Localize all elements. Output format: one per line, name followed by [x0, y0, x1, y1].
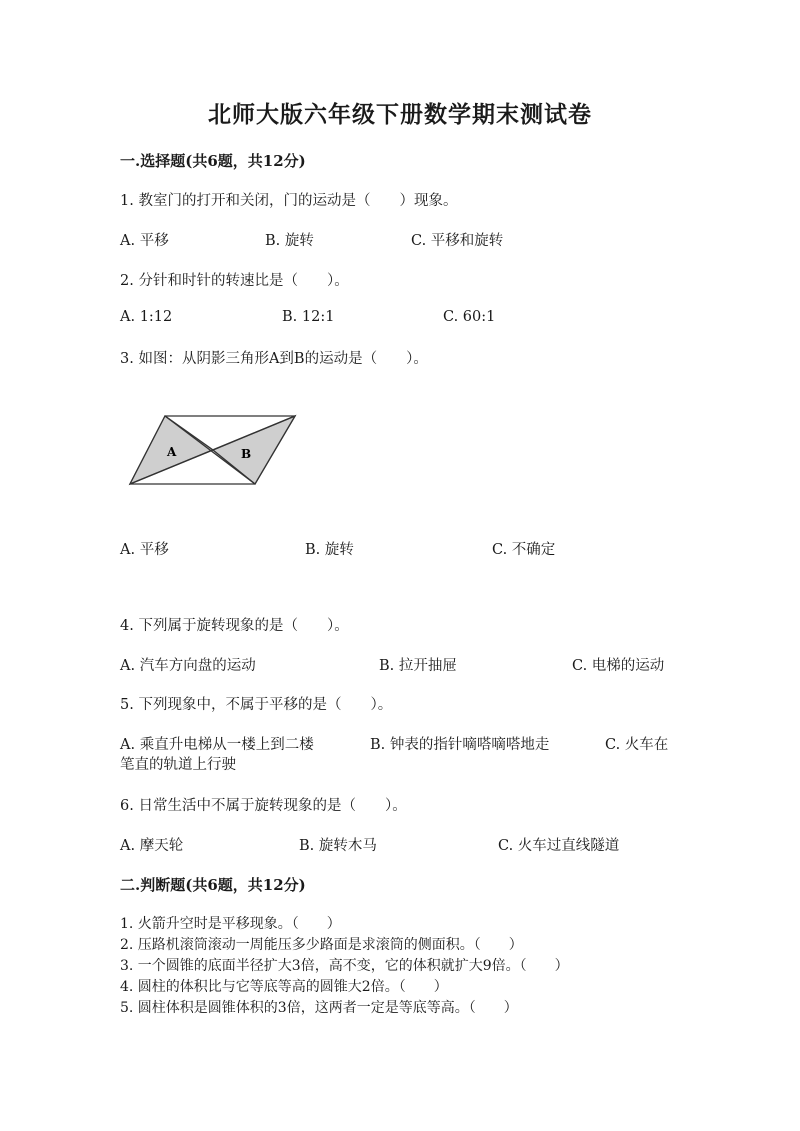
question-1: 1. 教室门的打开和关闭，门的运动是（ ）现象。: [120, 193, 458, 209]
q5-option-b: B. 钟表的指针嘀嗒嘀嗒地走: [370, 737, 550, 753]
q4-option-c: C. 电梯的运动: [572, 658, 665, 674]
question-6: 6. 日常生活中不属于旋转现象的是（ ）。: [120, 798, 407, 814]
question-3: 3. 如图：从阴影三角形A到B的运动是（ ）。: [120, 351, 428, 367]
q5-option-c: C. 火车在: [605, 737, 669, 753]
q3-option-b: B. 旋转: [305, 542, 354, 558]
parallelogram-figure: [125, 410, 305, 490]
q3-option-c: C. 不确定: [492, 542, 556, 558]
q6-option-a: A. 摩天轮: [120, 838, 184, 854]
judge-item-1: 1. 火箭升空时是平移现象。（ ）: [120, 916, 341, 932]
q5-option-a: A. 乘直升电梯从一楼上到二楼: [120, 737, 314, 753]
judge-item-5: 5. 圆柱体积是圆锥体积的3倍，这两者一定是等底等高。（ ）: [120, 1000, 518, 1016]
judge-item-2: 2. 压路机滚筒滚动一周能压多少路面是求滚筒的侧面积。（ ）: [120, 937, 523, 953]
q3-option-a: A. 平移: [120, 542, 169, 558]
q4-option-a: A. 汽车方向盘的运动: [120, 658, 256, 674]
page-title: 北师大版六年级下册数学期末测试卷: [208, 101, 592, 128]
q5-option-c-continuation: 笔直的轨道上行驶: [120, 757, 236, 773]
q1-option-a: A. 平移: [120, 233, 169, 249]
question-2: 2. 分针和时针的转速比是（ ）。: [120, 273, 349, 289]
question-4: 4. 下列属于旋转现象的是（ ）。: [120, 618, 349, 634]
question-5: 5. 下列现象中，不属于平移的是（ ）。: [120, 697, 393, 713]
q6-option-c: C. 火车过直线隧道: [498, 838, 620, 854]
figure-label-b: B: [241, 447, 252, 461]
q2-option-a: A. 1:12: [120, 309, 173, 325]
q2-option-b: B. 12:1: [282, 309, 335, 325]
q6-option-b: B. 旋转木马: [299, 838, 377, 854]
q1-option-b: B. 旋转: [265, 233, 314, 249]
q1-option-c: C. 平移和旋转: [411, 233, 504, 249]
judge-item-3: 3. 一个圆锥的底面半径扩大3倍，高不变，它的体积就扩大9倍。（ ）: [120, 958, 569, 974]
section2-heading: 二.判断题(共6题，共12分): [120, 876, 306, 894]
q2-option-c: C. 60:1: [443, 309, 496, 325]
judge-item-4: 4. 圆柱的体积比与它等底等高的圆锥大2倍。（ ）: [120, 979, 448, 995]
q4-option-b: B. 拉开抽屉: [379, 658, 457, 674]
section1-heading: 一.选择题(共6题，共12分): [120, 152, 306, 170]
figure-label-a: A: [167, 445, 177, 459]
shaded-triangle-b: [213, 416, 295, 484]
